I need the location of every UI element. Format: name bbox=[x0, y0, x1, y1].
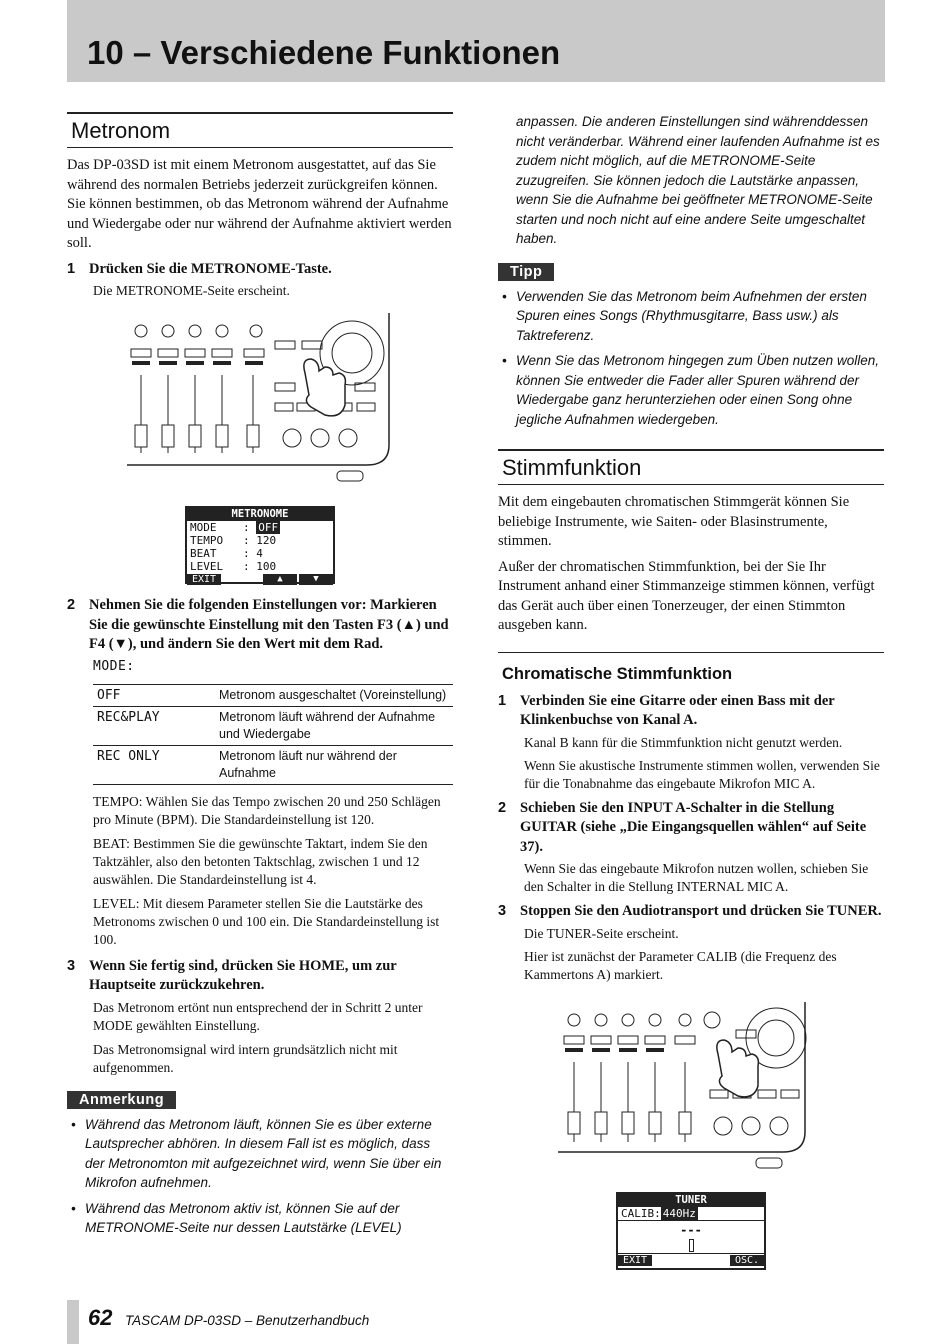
tuner-step-1-note-2: Wenn Sie akustische Instrumente stimmen wollen, verwenden Sie für die Tonabnahme das eingebaute Mikrofon MIC A. bbox=[524, 757, 880, 791]
table-row bbox=[93, 684, 453, 706]
step-3-note-2: Das Metronomsignal wird intern grundsätzlich nicht mit aufgenommen. bbox=[93, 1041, 398, 1075]
step-text: Schieben Sie den INPUT A-Schalter in die Stellung GUITAR (siehe „Die Eingangsquellen wählen“ auf Seite 37). bbox=[520, 799, 867, 855]
footer-text: TASCAM DP-03SD – Benutzerhandbuch bbox=[124, 1313, 370, 1328]
step-number: 1 bbox=[67, 260, 76, 277]
tip-list bbox=[498, 287, 884, 430]
tip-box bbox=[498, 263, 884, 430]
table-row bbox=[93, 706, 453, 745]
lcd-calib-value: 440Hz bbox=[662, 1207, 696, 1220]
note-continuation: anpassen. Die anderen Einstellungen sind währenddessen nicht veränderbar. Während einer laufenden Aufnahme ist es zudem nicht möglich, auf die METRONOME-Seite zuzugreifen. Sie können jedoch die Lautstärke anpassen, wenn Sie die Aufnahme bei geöffneter METRONOME-Seite starten und noch nicht auf eine andere Seite umgeschaltet haben. bbox=[516, 114, 880, 246]
metronom-intro: Das DP-03SD ist mit einem Metronom ausgestattet, auf das Sie während des normalen Betriebs jederzeit zurückgreifen können. Sie können bestimmen, ob das Metronom während der Aufnahme und Wiedergabe oder nur während der Aufnahme aktiviert werden soll. bbox=[67, 157, 452, 251]
right-column bbox=[498, 112, 884, 984]
lcd-row-calib bbox=[618, 1207, 764, 1220]
section-heading-metronom: Metronom bbox=[67, 112, 453, 148]
lcd-row-beat: BEAT : 4 bbox=[190, 547, 263, 560]
list-item: • Während das Metronom aktiv ist, können Sie auf der METRONOME-Seite nur dessen Lautstärke (LEVEL) bbox=[67, 1199, 453, 1238]
list-item: • Während das Metronom läuft, können Sie es über externe Lautsprecher abhören. In diesem Fall ist es möglich, dass der Metronomton mit aufgezeichnet wird, wenn Sie über ein Mikrofon aufnehmen. bbox=[67, 1115, 453, 1193]
note-box bbox=[67, 1091, 453, 1238]
mode-desc: Metronom läuft nur während der Aufnahme bbox=[215, 745, 453, 784]
mode-key: REC ONLY bbox=[93, 745, 215, 784]
step-text: Nehmen Sie die folgenden Einstellungen vor: Markieren Sie die gewünschte Einstellung mit den Tasten F3 (▲) und F4 (▼), und ändern Sie den Wert mit dem Rad. bbox=[89, 597, 449, 652]
page-number: 62 bbox=[88, 1305, 113, 1330]
section-heading-stimmfunktion: Stimmfunktion bbox=[498, 449, 884, 485]
mode-table bbox=[93, 684, 453, 785]
step-text: Stoppen Sie den Audiotransport und drücken Sie TUNER. bbox=[520, 903, 882, 919]
step-3 bbox=[67, 957, 453, 996]
tuner-needle bbox=[689, 1239, 694, 1252]
lcd-mode-value: OFF bbox=[258, 521, 279, 534]
tuner-meter bbox=[618, 1220, 764, 1254]
footer-bar bbox=[67, 1300, 79, 1344]
tuner-step-2 bbox=[498, 799, 884, 858]
lcd-exit-button: EXIT bbox=[187, 574, 221, 585]
mode-key: OFF bbox=[93, 684, 215, 706]
tuner-step-1 bbox=[498, 692, 884, 731]
lcd-calib-label: CALIB: bbox=[621, 1207, 661, 1220]
subsection-heading: Chromatische Stimmfunktion bbox=[498, 652, 884, 686]
list-item: • Wenn Sie das Metronom hingegen zum Üben nutzen wollen, können Sie entweder die Fader aller Spuren während der Wiedergabe ganz herunterziehen oder einen Song ohne jegliche Aufnahmen wiedergeben. bbox=[498, 351, 884, 429]
lcd-title: METRONOME bbox=[187, 508, 333, 521]
step-number: 3 bbox=[67, 957, 76, 974]
note-tag: Anmerkung bbox=[67, 1091, 176, 1109]
step-1 bbox=[67, 260, 453, 280]
step-number: 1 bbox=[498, 692, 507, 709]
tempo-text: TEMPO: Wählen Sie das Tempo zwischen 20 und 250 Schlägen pro Minute (BPM). Die Standardeinstellung ist 120. bbox=[93, 793, 441, 827]
left-column-lower bbox=[67, 596, 453, 1238]
step-text: Drücken Sie die METRONOME-Taste. bbox=[89, 260, 332, 277]
step-2 bbox=[67, 596, 453, 655]
lcd-osc-button: OSC. bbox=[730, 1255, 764, 1266]
tip-tag: Tipp bbox=[498, 263, 554, 281]
list-item: • Verwenden Sie das Metronom beim Aufnehmen der ersten Spuren eines Songs (Rhythmusgitarre, Bass usw.) als Taktreferenz. bbox=[498, 287, 884, 346]
stimm-p2: Außer der chromatischen Stimmfunktion, bei der Sie Ihr Instrument anhand einer Stimmanzeige stimmen können, verfügt das Gerät auch über einen Tonerzeuger, der einen Stimmton ausgeben kann. bbox=[498, 558, 875, 633]
step-1-note: Die METRONOME-Seite erscheint. bbox=[93, 283, 290, 298]
tuner-step-3-note-1: Die TUNER-Seite erscheint. bbox=[524, 925, 679, 941]
left-column bbox=[67, 112, 453, 300]
lcd-row-label: MODE : bbox=[190, 521, 257, 534]
chapter-title: 10 – Verschiedene Funktionen bbox=[87, 34, 561, 71]
stimm-p1: Mit dem eingebauten chromatischen Stimmgerät können Sie beliebige Instrumente, wie Saiten- oder Blasinstrumente, stimmen. bbox=[498, 494, 850, 549]
mode-label: MODE: bbox=[93, 658, 135, 674]
step-text: Wenn Sie fertig sind, drücken Sie HOME, um zur Hauptseite zurückzukehren. bbox=[89, 957, 397, 993]
step-3-note-1: Das Metronom ertönt nun entsprechend der in Schritt 2 unter MODE gewählten Einstellung. bbox=[93, 999, 423, 1033]
tuner-step-3 bbox=[498, 902, 884, 922]
chapter-banner bbox=[67, 0, 885, 82]
tuner-step-1-note-1: Kanal B kann für die Stimmfunktion nicht genutzt werden. bbox=[524, 734, 843, 750]
step-number: 3 bbox=[498, 903, 507, 919]
note-list bbox=[67, 1115, 453, 1238]
beat-text: BEAT: Bestimmen Sie die gewünschte Taktart, indem Sie den Taktzähler, also den betonten Taktschlag, zwischen 1 und 12 auswählen. Die Standardeinstellung ist 4. bbox=[93, 835, 428, 887]
tuner-note-dashes: --- bbox=[680, 1223, 702, 1237]
lcd-row-level: LEVEL : 100 bbox=[190, 560, 277, 573]
lcd-exit-button: EXIT bbox=[618, 1255, 652, 1266]
step-text: Verbinden Sie eine Gitarre oder einen Bass mit der Klinkenbuchse von Kanal A. bbox=[520, 692, 835, 728]
mode-desc: Metronom läuft während der Aufnahme und Wiedergabe bbox=[215, 706, 453, 745]
metronome-lcd bbox=[185, 506, 335, 584]
mode-desc: Metronom ausgeschaltet (Voreinstellung) bbox=[215, 684, 453, 706]
footer bbox=[88, 1305, 369, 1331]
device-illustration-metronome bbox=[127, 313, 392, 493]
lcd-row-tempo: TEMPO : 120 bbox=[190, 534, 277, 547]
table-row bbox=[93, 745, 453, 784]
lcd-row-mode bbox=[187, 521, 333, 534]
step-number: 2 bbox=[498, 799, 507, 816]
tuner-step-2-note: Wenn Sie das eingebaute Mikrofon nutzen wollen, schieben Sie den Schalter in die Stellung INTERNAL MIC A. bbox=[524, 861, 869, 894]
lcd-title: TUNER bbox=[618, 1194, 764, 1207]
tuner-lcd bbox=[616, 1192, 766, 1270]
device-illustration-tuner bbox=[558, 1002, 808, 1180]
tuner-step-3-note-2: Hier ist zunächst der Parameter CALIB (die Frequenz des Kammertons A) markiert. bbox=[524, 948, 837, 982]
lcd-up-button: ▲ bbox=[263, 574, 297, 585]
mode-key: REC&PLAY bbox=[93, 706, 215, 745]
level-text: LEVEL: Mit diesem Parameter stellen Sie die Lautstärke des Metronoms zwischen 0 und 100 ein. Die Standardeinstellung ist 100. bbox=[93, 895, 440, 947]
lcd-down-button: ▼ bbox=[299, 574, 333, 585]
step-number: 2 bbox=[67, 597, 76, 613]
